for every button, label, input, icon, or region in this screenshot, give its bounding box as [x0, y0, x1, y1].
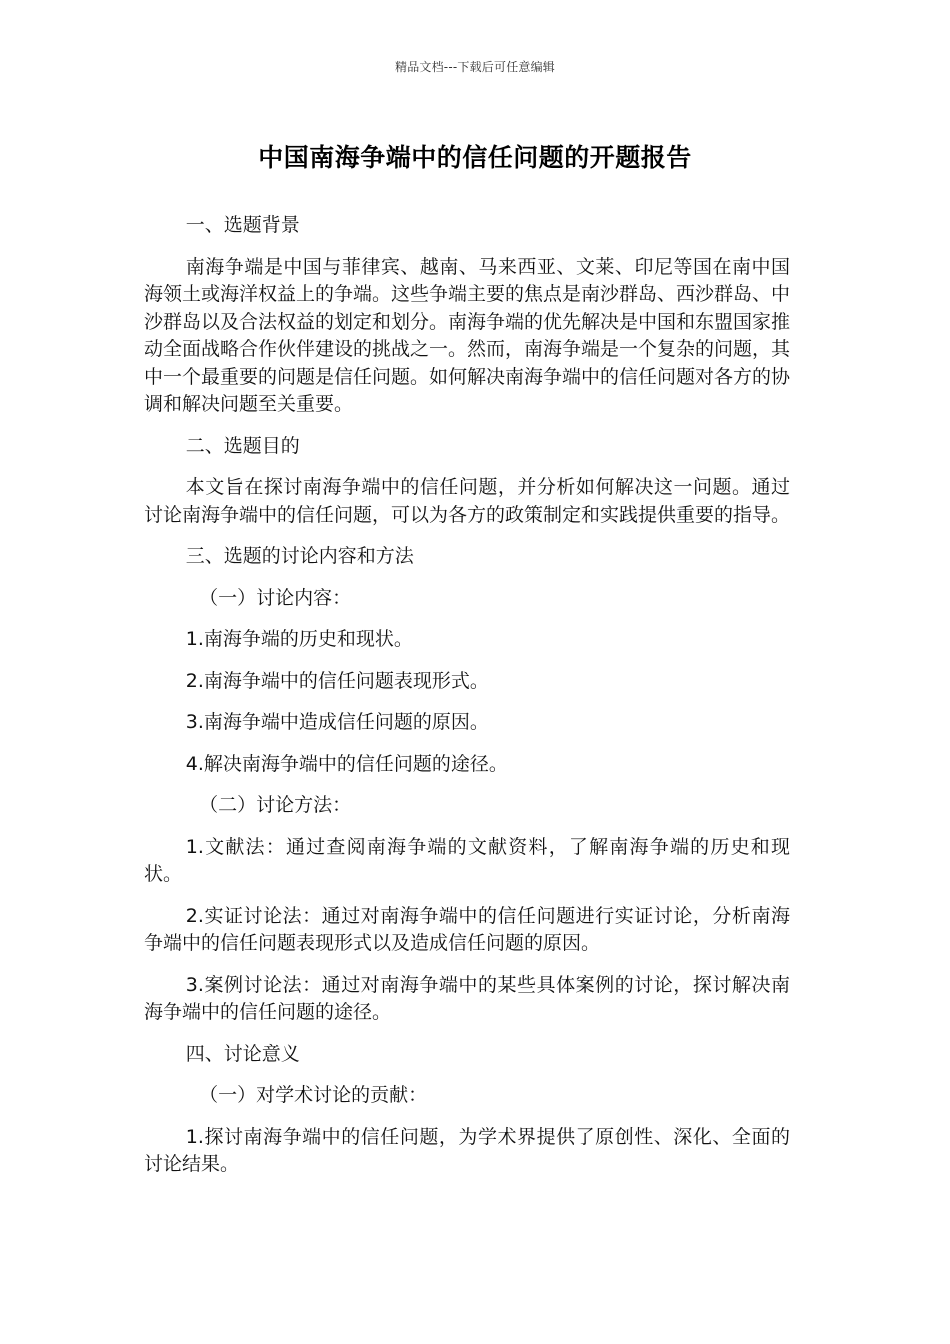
paragraph-background: 南海争端是中国与菲律宾、越南、马来西亚、文莱、印尼等国在南中国海领土或海洋权益上的争端。这些争端主要的焦点是南沙群岛、西沙群岛、中沙群岛以及合法权益的划定和划分。南海争端的优先解决是中国和东盟国家推动全面战略合作伙伴建设的挑战之一。然而，南海争端是一个复杂的问题，其中一个最重要的问题是信任问题。如何解决南海争端中的信任问题对各方的协调和解决问题至关重要。 [144, 255, 791, 415]
paragraph-purpose: 本文旨在探讨南海争端中的信任问题，并分析如何解决这一问题。通过讨论南海争端中的信任问题，可以为各方的政策制定和实践提供重要的指导。 [144, 476, 791, 526]
document-title: 中国南海争端中的信任问题的开题报告 [258, 143, 692, 172]
subheading-content: （一）讨论内容： [199, 586, 352, 609]
list-item: 1.探讨南海争端中的信任问题，为学术界提供了原创性、深化、全面的讨论结果。 [144, 1125, 790, 1175]
subheading-method: （二）讨论方法： [199, 794, 352, 816]
list-item: 2.南海争端中的信任问题表现形式。 [185, 669, 489, 692]
list-item: 3.案例讨论法：通过对南海争端中的某些具体案例的讨论，探讨解决南海争端中的信任问题的途径。 [144, 973, 790, 1023]
section-heading-content-method: 三、选题的讨论内容和方法 [185, 545, 414, 567]
header-note: 精品文档---下载后可任意编辑 [395, 60, 555, 74]
list-item: 4.解决南海争端中的信任问题的途径。 [185, 752, 508, 775]
list-item: 1.南海争端的历史和现状。 [185, 628, 413, 650]
list-item: 3.南海争端中造成信任问题的原因。 [185, 711, 489, 733]
document-body [144, 212, 790, 1193]
subheading-academic-contribution: （一）对学术讨论的贡献： [199, 1084, 428, 1106]
section-heading-background: 一、选题背景 [185, 214, 300, 236]
section-heading-purpose: 二、选题目的 [185, 434, 300, 457]
section-heading-significance: 四、讨论意义 [185, 1042, 300, 1065]
list-item: 1.文献法：通过查阅南海争端的文献资料，了解南海争端的历史和现状。 [144, 835, 790, 885]
list-item: 2.实证讨论法：通过对南海争端中的信任问题进行实证讨论，分析南海争端中的信任问题表现形式以及造成信任问题的原因。 [144, 904, 790, 954]
